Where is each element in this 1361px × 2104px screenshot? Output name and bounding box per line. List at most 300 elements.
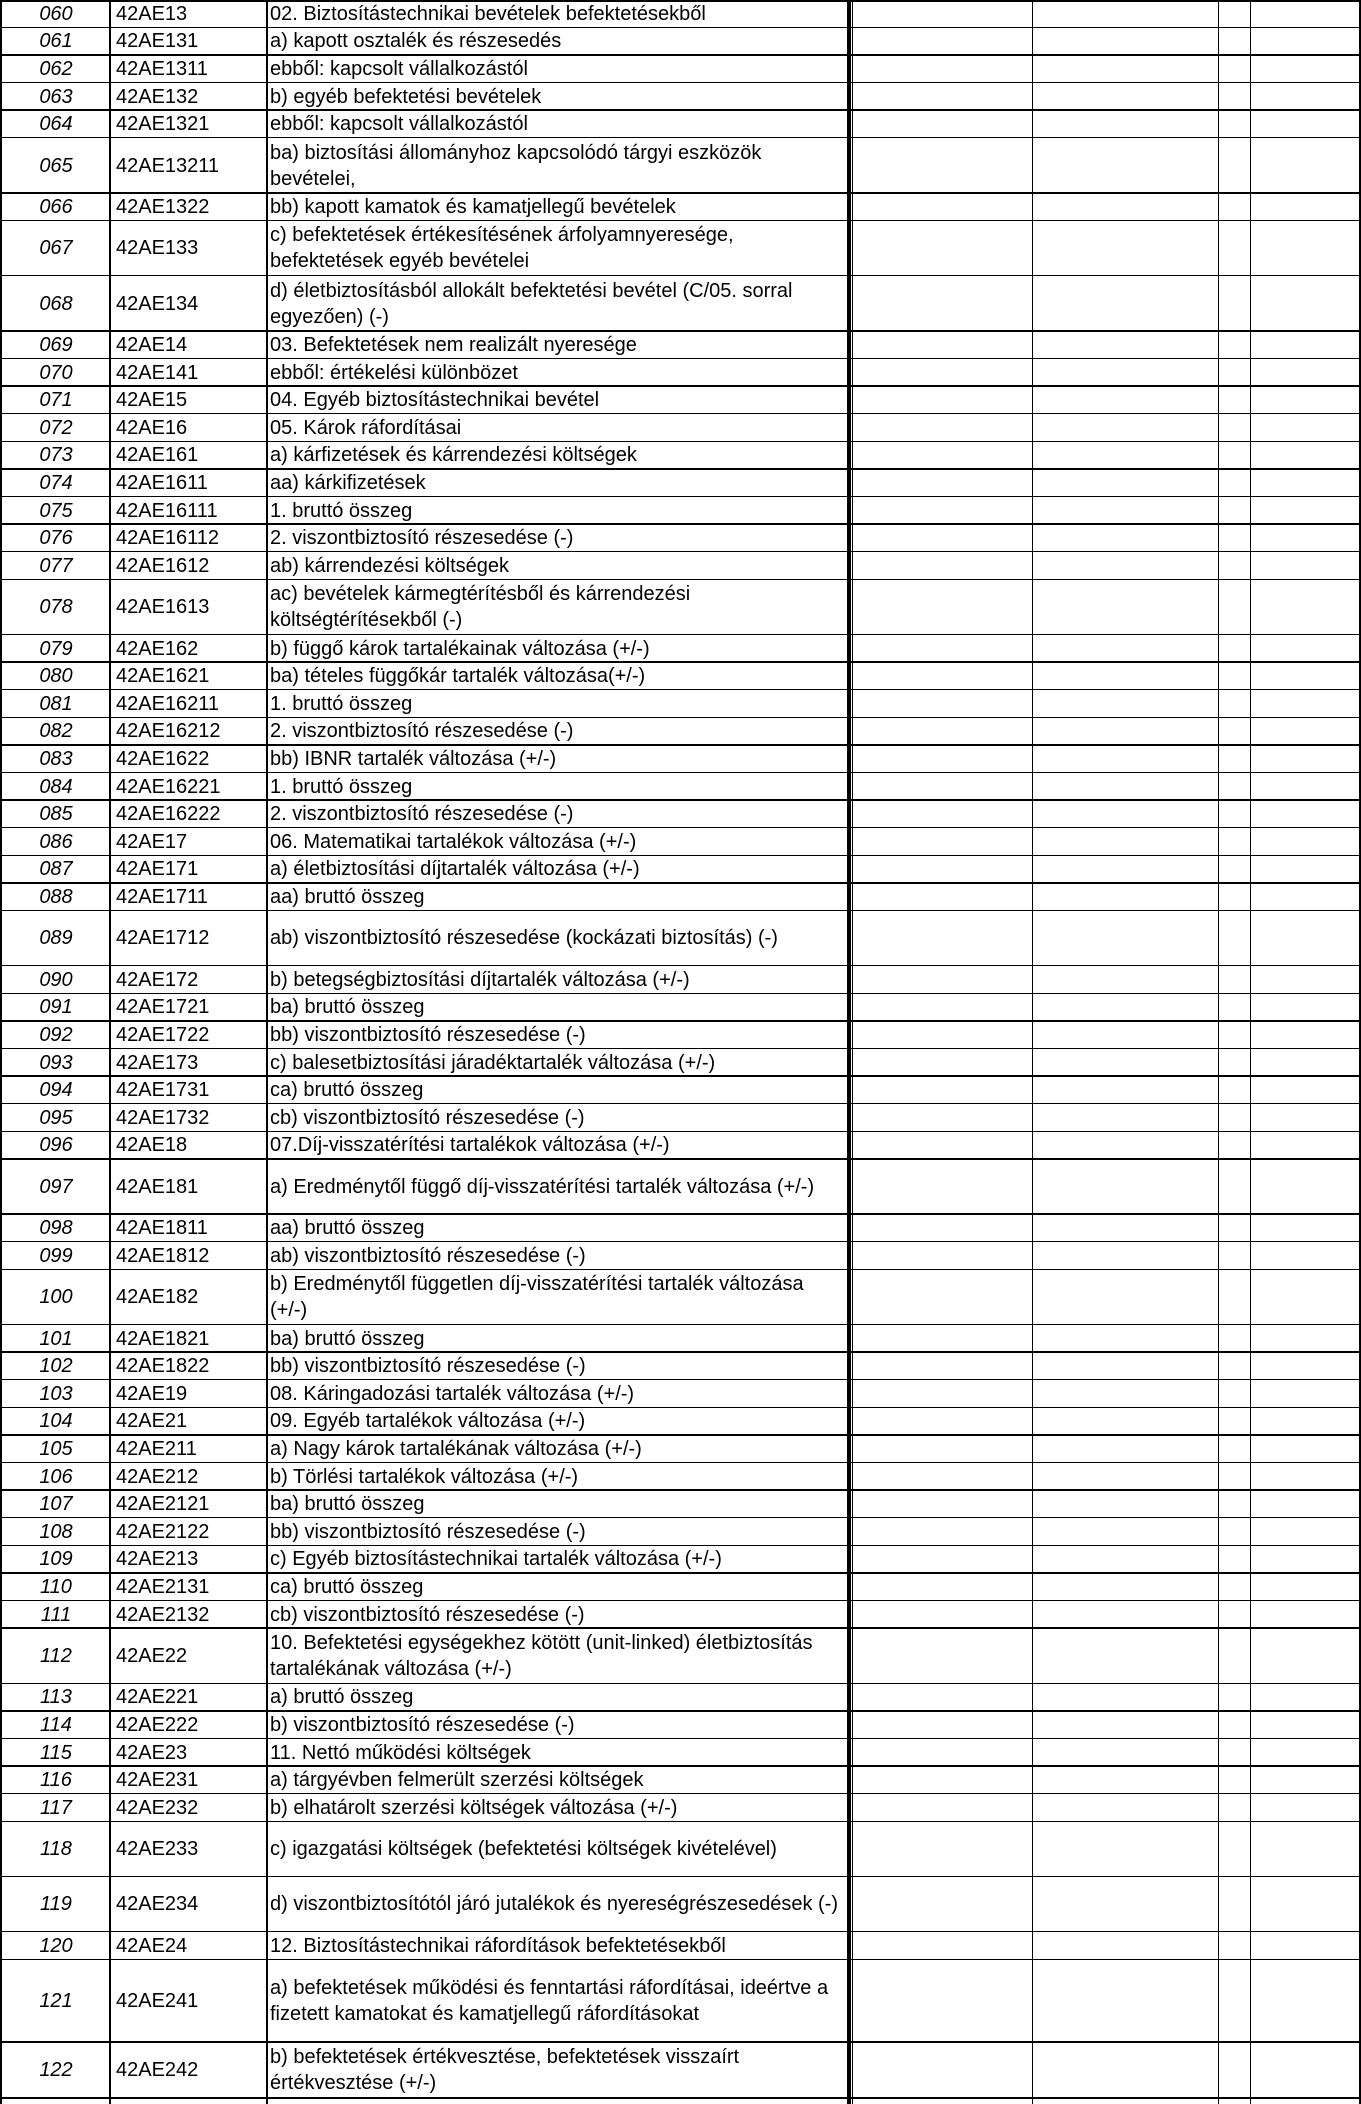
value-cell-2[interactable] — [1036, 524, 1216, 552]
value-cell-4[interactable] — [1253, 773, 1357, 801]
value-cell-2[interactable] — [1036, 1711, 1216, 1739]
value-cell-3[interactable] — [1221, 1435, 1249, 1463]
value-cell-4[interactable] — [1253, 1601, 1357, 1629]
value-cell-4[interactable] — [1253, 28, 1357, 56]
value-cell-1[interactable] — [855, 1214, 1031, 1242]
value-cell-2[interactable] — [1036, 1546, 1216, 1574]
value-cell-3[interactable] — [1221, 1242, 1249, 1270]
value-cell-3[interactable] — [1221, 1132, 1249, 1160]
value-cell-1[interactable] — [855, 469, 1031, 497]
value-cell-2[interactable] — [1036, 442, 1216, 470]
row-code: 42AE1613 — [116, 596, 210, 619]
row-description: ab) kárrendezési költségek — [270, 554, 510, 577]
value-cell-3[interactable] — [1221, 1159, 1249, 1214]
value-cell-4[interactable] — [1253, 800, 1357, 828]
value-cell-4[interactable] — [1253, 1822, 1357, 1877]
row-number: 063 — [39, 85, 73, 108]
value-cell-4[interactable] — [1253, 331, 1357, 359]
row-code: 42AE1722 — [116, 1023, 210, 1046]
value-cell-4[interactable] — [1253, 1960, 1357, 2043]
value-cell-2[interactable] — [1036, 497, 1216, 525]
value-cell-3[interactable] — [1221, 138, 1249, 193]
value-cell-4[interactable] — [1253, 1325, 1357, 1353]
value-cell-3[interactable] — [1221, 773, 1249, 801]
value-cell-2[interactable] — [1036, 552, 1216, 580]
value-cell-2[interactable] — [1036, 1573, 1216, 1601]
row-description: c) Egyéb biztosítástechnikai tartalék változása (+/-) — [270, 1548, 722, 1571]
value-cell-4[interactable] — [1253, 1877, 1357, 1932]
row-code: 42AE1821 — [116, 1327, 210, 1350]
row-description: b) egyéb befektetési bevételek — [270, 85, 542, 108]
value-cell-1[interactable] — [855, 580, 1031, 635]
value-cell-4[interactable] — [1253, 911, 1357, 966]
value-cell-1[interactable] — [855, 110, 1031, 138]
value-cell-4[interactable] — [1253, 359, 1357, 387]
value-cell-1[interactable] — [855, 1104, 1031, 1132]
value-cell-4[interactable] — [1253, 1159, 1357, 1214]
row-description: a) kárfizetések és kárrendezési költségek — [270, 444, 637, 467]
value-cell-3[interactable] — [1221, 414, 1249, 442]
value-cell-1[interactable] — [855, 1490, 1031, 1518]
value-cell-1[interactable] — [855, 745, 1031, 773]
value-cell-4[interactable] — [1253, 0, 1357, 28]
value-cell-2[interactable] — [1036, 1352, 1216, 1380]
value-cell-4[interactable] — [1253, 745, 1357, 773]
column-divider — [109, 0, 111, 2104]
value-cell-2[interactable] — [1036, 1408, 1216, 1436]
value-cell-4[interactable] — [1253, 994, 1357, 1022]
value-cell-3[interactable] — [1221, 1739, 1249, 1767]
value-cell-3[interactable] — [1221, 1049, 1249, 1077]
value-cell-2[interactable] — [1036, 1490, 1216, 1518]
row-number: 102 — [39, 1355, 73, 1378]
value-cell-2[interactable] — [1036, 635, 1216, 663]
value-cell-3[interactable] — [1221, 386, 1249, 414]
value-cell-1[interactable] — [855, 911, 1031, 966]
value-cell-2[interactable] — [1036, 966, 1216, 994]
row-description: ebből: kapcsolt vállalkozástól — [270, 57, 528, 80]
column-divider — [852, 0, 853, 2104]
value-cell-4[interactable] — [1253, 276, 1357, 331]
value-cell-1[interactable] — [855, 1739, 1031, 1767]
value-cell-3[interactable] — [1221, 1601, 1249, 1629]
value-cell-2[interactable] — [1036, 911, 1216, 966]
value-cell-1[interactable] — [855, 1076, 1031, 1104]
value-cell-3[interactable] — [1221, 911, 1249, 966]
value-cell-2[interactable] — [1036, 1132, 1216, 1160]
value-cell-3[interactable] — [1221, 1490, 1249, 1518]
row-code: 42AE13 — [116, 2, 188, 25]
value-cell-3[interactable] — [1221, 193, 1249, 221]
value-cell-4[interactable] — [1253, 110, 1357, 138]
value-cell-3[interactable] — [1221, 1877, 1249, 1932]
value-cell-2[interactable] — [1036, 0, 1216, 28]
value-cell-3[interactable] — [1221, 1214, 1249, 1242]
row-number: 074 — [39, 471, 73, 494]
value-cell-4[interactable] — [1253, 2042, 1357, 2097]
value-cell-2[interactable] — [1036, 469, 1216, 497]
value-cell-4[interactable] — [1253, 1546, 1357, 1574]
value-cell-4[interactable] — [1253, 1932, 1357, 1960]
value-cell-2[interactable] — [1036, 414, 1216, 442]
value-cell-1[interactable] — [855, 1822, 1031, 1877]
value-cell-3[interactable] — [1221, 2042, 1249, 2097]
value-cell-3[interactable] — [1221, 800, 1249, 828]
value-cell-3[interactable] — [1221, 1766, 1249, 1794]
value-cell-2[interactable] — [1036, 110, 1216, 138]
value-cell-4[interactable] — [1253, 552, 1357, 580]
value-cell-2[interactable] — [1036, 883, 1216, 911]
value-cell-3[interactable] — [1221, 828, 1249, 856]
row-number: 066 — [39, 195, 73, 218]
value-cell-4[interactable] — [1253, 55, 1357, 83]
value-cell-1[interactable] — [855, 1270, 1031, 1325]
value-cell-4[interactable] — [1253, 690, 1357, 718]
value-cell-1[interactable] — [855, 497, 1031, 525]
value-cell-2[interactable] — [1036, 1960, 1216, 2043]
value-cell-1[interactable] — [855, 442, 1031, 470]
value-cell-3[interactable] — [1221, 221, 1249, 276]
value-cell-1[interactable] — [855, 1325, 1031, 1353]
value-cell-2[interactable] — [1036, 1601, 1216, 1629]
value-cell-2[interactable] — [1036, 1932, 1216, 1960]
value-cell-1[interactable] — [855, 1628, 1031, 1683]
value-cell-1[interactable] — [855, 1932, 1031, 1960]
row-number: 088 — [39, 885, 73, 908]
value-cell-3[interactable] — [1221, 55, 1249, 83]
value-cell-4[interactable] — [1253, 1711, 1357, 1739]
value-cell-1[interactable] — [855, 0, 1031, 28]
value-cell-1[interactable] — [855, 1546, 1031, 1574]
value-cell-3[interactable] — [1221, 718, 1249, 746]
value-cell-2[interactable] — [1036, 1270, 1216, 1325]
row-code: 42AE232 — [116, 1796, 199, 1819]
value-cell-2[interactable] — [1036, 580, 1216, 635]
value-cell-4[interactable] — [1253, 662, 1357, 690]
value-cell-1[interactable] — [855, 773, 1031, 801]
value-cell-4[interactable] — [1253, 138, 1357, 193]
value-cell-4[interactable] — [1253, 1076, 1357, 1104]
row-code: 42AE213 — [116, 1548, 199, 1571]
value-cell-3[interactable] — [1221, 856, 1249, 884]
value-cell-1[interactable] — [855, 1435, 1031, 1463]
value-cell-1[interactable] — [855, 1877, 1031, 1932]
value-cell-4[interactable] — [1253, 193, 1357, 221]
value-cell-2[interactable] — [1036, 828, 1216, 856]
value-cell-2[interactable] — [1036, 2042, 1216, 2097]
value-cell-3[interactable] — [1221, 276, 1249, 331]
row-code: 42AE1322 — [116, 195, 210, 218]
value-cell-1[interactable] — [855, 800, 1031, 828]
value-cell-1[interactable] — [855, 1352, 1031, 1380]
column-divider — [266, 0, 268, 2104]
value-cell-1[interactable] — [855, 276, 1031, 331]
value-cell-4[interactable] — [1253, 1573, 1357, 1601]
value-cell-1[interactable] — [855, 1794, 1031, 1822]
row-code: 42AE18 — [116, 1134, 188, 1157]
value-cell-1[interactable] — [855, 1711, 1031, 1739]
value-cell-3[interactable] — [1221, 469, 1249, 497]
value-cell-3[interactable] — [1221, 1380, 1249, 1408]
value-cell-4[interactable] — [1253, 635, 1357, 663]
value-cell-2[interactable] — [1036, 745, 1216, 773]
value-cell-3[interactable] — [1221, 83, 1249, 111]
value-cell-2[interactable] — [1036, 800, 1216, 828]
value-cell-4[interactable] — [1253, 718, 1357, 746]
row-number: 070 — [39, 361, 73, 384]
row-number: 108 — [39, 1520, 73, 1543]
value-cell-2[interactable] — [1036, 1214, 1216, 1242]
value-cell-3[interactable] — [1221, 1711, 1249, 1739]
value-cell-1[interactable] — [855, 994, 1031, 1022]
value-cell-1[interactable] — [855, 662, 1031, 690]
value-cell-3[interactable] — [1221, 1325, 1249, 1353]
value-cell-2[interactable] — [1036, 359, 1216, 387]
value-cell-4[interactable] — [1253, 1242, 1357, 1270]
value-cell-2[interactable] — [1036, 83, 1216, 111]
value-cell-1[interactable] — [855, 1380, 1031, 1408]
value-cell-1[interactable] — [855, 1049, 1031, 1077]
value-cell-1[interactable] — [855, 1766, 1031, 1794]
value-cell-3[interactable] — [1221, 0, 1249, 28]
value-cell-3[interactable] — [1221, 1518, 1249, 1546]
value-cell-1[interactable] — [855, 138, 1031, 193]
value-cell-3[interactable] — [1221, 110, 1249, 138]
value-cell-1[interactable] — [855, 1960, 1031, 2043]
row-description: ebből: értékelési különbözet — [270, 361, 518, 384]
value-cell-4[interactable] — [1253, 524, 1357, 552]
value-cell-2[interactable] — [1036, 1877, 1216, 1932]
value-cell-1[interactable] — [855, 414, 1031, 442]
value-cell-1[interactable] — [855, 359, 1031, 387]
value-cell-4[interactable] — [1253, 1518, 1357, 1546]
value-cell-2[interactable] — [1036, 221, 1216, 276]
value-cell-2[interactable] — [1036, 1684, 1216, 1712]
value-cell-2[interactable] — [1036, 1766, 1216, 1794]
value-cell-1[interactable] — [855, 1463, 1031, 1491]
value-cell-4[interactable] — [1253, 386, 1357, 414]
value-cell-2[interactable] — [1036, 1463, 1216, 1491]
value-cell-3[interactable] — [1221, 1822, 1249, 1877]
value-cell-3[interactable] — [1221, 1684, 1249, 1712]
row-description: b) elhatárolt szerzési költségek változása (+/-) — [270, 1796, 678, 1819]
value-cell-1[interactable] — [855, 1573, 1031, 1601]
value-cell-4[interactable] — [1253, 883, 1357, 911]
value-cell-4[interactable] — [1253, 1766, 1357, 1794]
value-cell-1[interactable] — [855, 828, 1031, 856]
value-cell-2[interactable] — [1036, 1739, 1216, 1767]
value-cell-4[interactable] — [1253, 828, 1357, 856]
value-cell-1[interactable] — [855, 193, 1031, 221]
row-code: 42AE211 — [116, 1437, 197, 1460]
value-cell-4[interactable] — [1253, 1380, 1357, 1408]
value-cell-4[interactable] — [1253, 1214, 1357, 1242]
value-cell-3[interactable] — [1221, 1270, 1249, 1325]
value-cell-2[interactable] — [1036, 994, 1216, 1022]
value-cell-3[interactable] — [1221, 883, 1249, 911]
value-cell-1[interactable] — [855, 221, 1031, 276]
value-cell-4[interactable] — [1253, 1408, 1357, 1436]
value-cell-2[interactable] — [1036, 28, 1216, 56]
value-cell-3[interactable] — [1221, 1463, 1249, 1491]
value-cell-2[interactable] — [1036, 1104, 1216, 1132]
column-divider — [1218, 0, 1219, 2104]
value-cell-2[interactable] — [1036, 662, 1216, 690]
row-number: 062 — [39, 57, 73, 80]
value-cell-2[interactable] — [1036, 1518, 1216, 1546]
value-cell-2[interactable] — [1036, 718, 1216, 746]
value-cell-1[interactable] — [855, 2042, 1031, 2097]
value-cell-1[interactable] — [855, 83, 1031, 111]
value-cell-3[interactable] — [1221, 1021, 1249, 1049]
value-cell-2[interactable] — [1036, 193, 1216, 221]
value-cell-4[interactable] — [1253, 1794, 1357, 1822]
value-cell-3[interactable] — [1221, 442, 1249, 470]
value-cell-2[interactable] — [1036, 856, 1216, 884]
value-cell-3[interactable] — [1221, 690, 1249, 718]
value-cell-3[interactable] — [1221, 497, 1249, 525]
row-code: 42AE162 — [116, 637, 199, 660]
value-cell-4[interactable] — [1253, 1463, 1357, 1491]
value-cell-4[interactable] — [1253, 1270, 1357, 1325]
value-cell-2[interactable] — [1036, 773, 1216, 801]
value-cell-3[interactable] — [1221, 1932, 1249, 1960]
value-cell-1[interactable] — [855, 1518, 1031, 1546]
value-cell-3[interactable] — [1221, 359, 1249, 387]
value-cell-1[interactable] — [855, 1132, 1031, 1160]
value-cell-1[interactable] — [855, 966, 1031, 994]
row-number: 111 — [40, 1603, 72, 1626]
row-description: bb) IBNR tartalék változása (+/-) — [270, 747, 557, 770]
row-description: 1. bruttó összeg — [270, 499, 413, 522]
row-description: 2. viszontbiztosító részesedése (-) — [270, 803, 574, 826]
value-cell-4[interactable] — [1253, 1104, 1357, 1132]
value-cell-4[interactable] — [1253, 966, 1357, 994]
value-cell-2[interactable] — [1036, 1794, 1216, 1822]
value-cell-2[interactable] — [1036, 276, 1216, 331]
value-cell-2[interactable] — [1036, 55, 1216, 83]
value-cell-1[interactable] — [855, 1159, 1031, 1214]
value-cell-1[interactable] — [855, 883, 1031, 911]
value-cell-2[interactable] — [1036, 1325, 1216, 1353]
value-cell-1[interactable] — [855, 1242, 1031, 1270]
value-cell-1[interactable] — [855, 635, 1031, 663]
value-cell-4[interactable] — [1253, 1628, 1357, 1683]
value-cell-1[interactable] — [855, 552, 1031, 580]
row-code: 42AE1811 — [116, 1217, 208, 1240]
value-cell-4[interactable] — [1253, 414, 1357, 442]
value-cell-3[interactable] — [1221, 1076, 1249, 1104]
row-description: a) életbiztosítási díjtartalék változása (+/-) — [270, 858, 640, 881]
value-cell-4[interactable] — [1253, 1132, 1357, 1160]
row-number: 060 — [39, 2, 73, 25]
value-cell-3[interactable] — [1221, 994, 1249, 1022]
value-cell-4[interactable] — [1253, 442, 1357, 470]
value-cell-4[interactable] — [1253, 469, 1357, 497]
value-cell-3[interactable] — [1221, 1573, 1249, 1601]
value-cell-1[interactable] — [855, 524, 1031, 552]
row-code: 42AE1822 — [116, 1355, 210, 1378]
value-cell-3[interactable] — [1221, 1546, 1249, 1574]
value-cell-2[interactable] — [1036, 1380, 1216, 1408]
value-cell-1[interactable] — [855, 55, 1031, 83]
value-cell-2[interactable] — [1036, 1049, 1216, 1077]
value-cell-3[interactable] — [1221, 28, 1249, 56]
value-cell-4[interactable] — [1253, 1352, 1357, 1380]
value-cell-4[interactable] — [1253, 497, 1357, 525]
row-description: cb) viszontbiztosító részesedése (-) — [270, 1603, 585, 1626]
value-cell-3[interactable] — [1221, 1794, 1249, 1822]
row-number: 061 — [39, 30, 73, 53]
value-cell-2[interactable] — [1036, 1076, 1216, 1104]
value-cell-4[interactable] — [1253, 580, 1357, 635]
value-cell-3[interactable] — [1221, 662, 1249, 690]
value-cell-4[interactable] — [1253, 221, 1357, 276]
value-cell-3[interactable] — [1221, 331, 1249, 359]
value-cell-1[interactable] — [855, 718, 1031, 746]
value-cell-3[interactable] — [1221, 1408, 1249, 1436]
row-number: 073 — [39, 444, 73, 467]
value-cell-2[interactable] — [1036, 1822, 1216, 1877]
value-cell-3[interactable] — [1221, 966, 1249, 994]
row-description: bb) viszontbiztosító részesedése (-) — [270, 1023, 586, 1046]
value-cell-3[interactable] — [1221, 1960, 1249, 2043]
value-cell-3[interactable] — [1221, 1104, 1249, 1132]
value-cell-3[interactable] — [1221, 1628, 1249, 1683]
value-cell-4[interactable] — [1253, 83, 1357, 111]
value-cell-2[interactable] — [1036, 1159, 1216, 1214]
row-number: 068 — [39, 292, 73, 315]
value-cell-1[interactable] — [855, 856, 1031, 884]
value-cell-3[interactable] — [1221, 1352, 1249, 1380]
value-cell-2[interactable] — [1036, 1242, 1216, 1270]
row-number: 064 — [39, 113, 73, 136]
value-cell-2[interactable] — [1036, 1628, 1216, 1683]
value-cell-3[interactable] — [1221, 524, 1249, 552]
value-cell-2[interactable] — [1036, 1021, 1216, 1049]
row-description: 07.Díj-visszatérítési tartalékok változása (+/-) — [270, 1134, 670, 1157]
value-cell-1[interactable] — [855, 1684, 1031, 1712]
value-cell-1[interactable] — [855, 28, 1031, 56]
value-cell-1[interactable] — [855, 1408, 1031, 1436]
value-cell-2[interactable] — [1036, 386, 1216, 414]
value-cell-3[interactable] — [1221, 552, 1249, 580]
value-cell-4[interactable] — [1253, 1021, 1357, 1049]
value-cell-2[interactable] — [1036, 138, 1216, 193]
row-code: 42AE241 — [116, 1989, 199, 2012]
value-cell-4[interactable] — [1253, 1435, 1357, 1463]
value-cell-4[interactable] — [1253, 1684, 1357, 1712]
value-cell-3[interactable] — [1221, 580, 1249, 635]
value-cell-4[interactable] — [1253, 856, 1357, 884]
value-cell-2[interactable] — [1036, 690, 1216, 718]
row-number: 091 — [39, 996, 73, 1019]
value-cell-1[interactable] — [855, 1601, 1031, 1629]
row-number: 093 — [39, 1051, 73, 1074]
value-cell-1[interactable] — [855, 1021, 1031, 1049]
value-cell-4[interactable] — [1253, 1739, 1357, 1767]
value-cell-1[interactable] — [855, 690, 1031, 718]
value-cell-3[interactable] — [1221, 635, 1249, 663]
value-cell-4[interactable] — [1253, 1049, 1357, 1077]
value-cell-2[interactable] — [1036, 1435, 1216, 1463]
value-cell-1[interactable] — [855, 386, 1031, 414]
value-cell-2[interactable] — [1036, 331, 1216, 359]
value-cell-4[interactable] — [1253, 1490, 1357, 1518]
value-cell-3[interactable] — [1221, 745, 1249, 773]
row-code: 42AE161 — [116, 444, 199, 467]
value-cell-1[interactable] — [855, 331, 1031, 359]
